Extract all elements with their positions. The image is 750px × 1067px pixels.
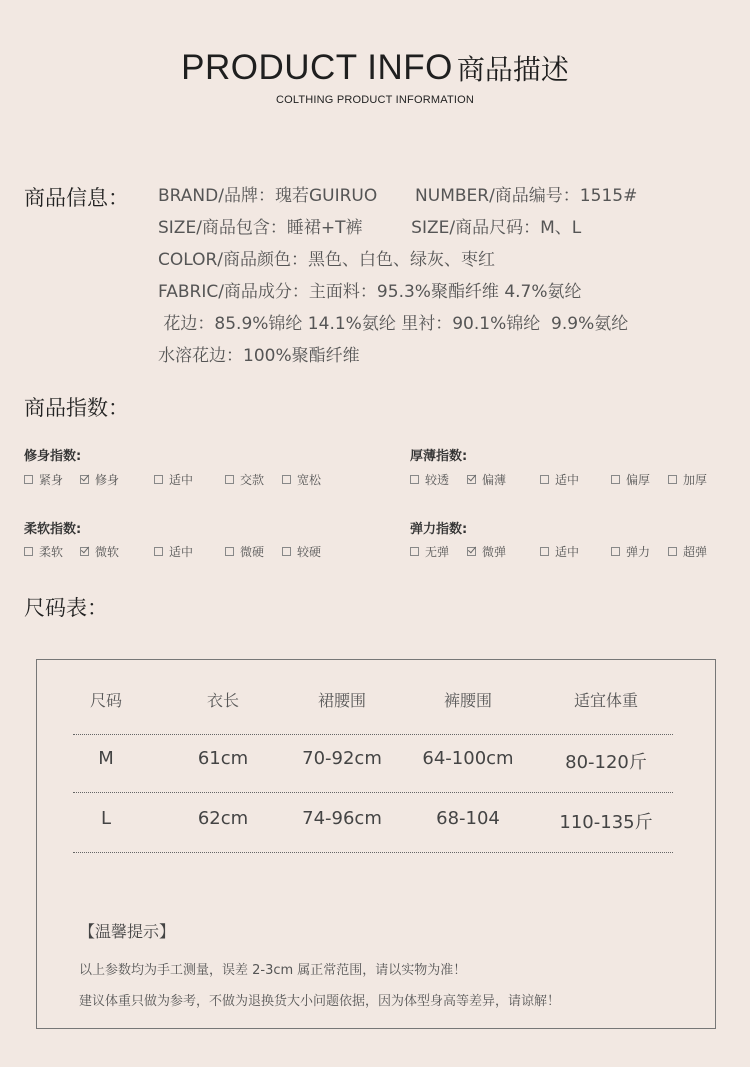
checkbox-icon — [410, 547, 419, 556]
divider — [73, 734, 673, 735]
info-line-lace: 花边：85.9%锦纶 14.1%氨纶 里衬：90.1%锦纶 9.9%氨纶 — [158, 314, 629, 334]
size-chart-panel — [36, 659, 716, 1029]
info-line-color: COLOR/商品颜色：黑色、白色、绿灰、枣红 — [158, 250, 496, 270]
tip-line: 建议体重只做为参考，不做为退换货大小问题依据，因为体型身高等差异，请谅解！ — [79, 994, 561, 1009]
fit-option-4[interactable]: 交款 — [225, 471, 264, 488]
divider — [73, 792, 673, 793]
thickness-option-1[interactable]: 较透 — [410, 471, 449, 488]
checkbox-icon — [24, 547, 33, 556]
softness-option-2[interactable]: 微软 — [80, 543, 119, 560]
softness-option-1[interactable]: 柔软 — [24, 543, 63, 560]
page-title — [0, 48, 750, 88]
fit-option-5[interactable]: 宽松 — [282, 471, 321, 488]
elasticity-option-3[interactable]: 适中 — [540, 543, 579, 560]
title-en: PRODUCT INFO — [181, 48, 453, 87]
table-row — [37, 808, 717, 838]
checkbox-icon — [611, 475, 620, 484]
cell-skirt-waist: 70-92cm — [302, 748, 382, 769]
checkbox-icon — [410, 475, 419, 484]
cell-length: 62cm — [197, 808, 249, 829]
info-line-size: SIZE/商品包含：睡裙+T裤 SIZE/商品尺码：M、L — [158, 218, 582, 238]
thickness-index-title: 厚薄指数: — [410, 449, 468, 464]
cell-skirt-waist: 74-96cm — [302, 808, 382, 829]
thickness-index — [410, 445, 708, 487]
header — [0, 48, 750, 106]
indices-section-label: 商品指数： — [24, 396, 129, 420]
tip-line: 以上参数均为手工测量，误差 2-3cm 属正常范围，请以实物为准！ — [79, 963, 467, 978]
elasticity-option-5[interactable]: 超弹 — [668, 543, 707, 560]
fit-option-2[interactable]: 修身 — [80, 471, 119, 488]
softness-option-4[interactable]: 微硬 — [225, 543, 264, 560]
thickness-option-5[interactable]: 加厚 — [668, 471, 707, 488]
fit-index — [24, 445, 322, 487]
checkbox-checked-icon — [467, 547, 476, 556]
fit-option-1[interactable]: 紧身 — [24, 471, 63, 488]
header-length: 衣长 — [206, 691, 240, 710]
elasticity-option-1[interactable]: 无弹 — [410, 543, 449, 560]
checkbox-icon — [24, 475, 33, 484]
info-line-fabric: FABRIC/商品成分：主面料：95.3%聚酯纤维 4.7%氨纶 — [158, 282, 582, 302]
elasticity-index — [410, 518, 708, 559]
checkbox-icon — [154, 547, 163, 556]
checkbox-icon — [282, 475, 291, 484]
header-skirt-waist: 裙腰围 — [317, 691, 367, 710]
softness-index — [24, 518, 322, 559]
size-chart-label: 尺码表： — [24, 596, 108, 620]
info-line-brand: BRAND/品牌：瑰若GUIRUO NUMBER/商品编号：1515# — [158, 186, 638, 206]
checkbox-icon — [225, 547, 234, 556]
tips-title: 【温馨提示】 — [79, 922, 176, 941]
thickness-option-2[interactable]: 偏薄 — [467, 471, 506, 488]
header-weight: 适宜体重 — [573, 691, 639, 710]
checkbox-icon — [540, 547, 549, 556]
elasticity-index-title: 弹力指数: — [410, 522, 468, 537]
cell-length: 61cm — [197, 748, 249, 769]
checkbox-checked-icon — [467, 475, 476, 484]
checkbox-icon — [611, 547, 620, 556]
cell-size: L — [100, 808, 112, 829]
cell-size: M — [98, 748, 114, 769]
checkbox-checked-icon — [80, 547, 89, 556]
checkbox-icon — [668, 547, 677, 556]
cell-weight: 80-120斤 — [565, 752, 647, 773]
cell-weight: 110-135斤 — [559, 812, 653, 833]
checkbox-icon — [225, 475, 234, 484]
info-line-soluble-lace: 水溶花边：100%聚酯纤维 — [158, 346, 360, 366]
softness-index-title: 柔软指数: — [24, 522, 82, 537]
checkbox-icon — [154, 475, 163, 484]
info-section-label: 商品信息： — [24, 186, 129, 210]
table-row — [37, 748, 717, 778]
header-size: 尺码 — [89, 691, 123, 710]
page-subtitle: COLTHING PRODUCT INFORMATION — [275, 94, 475, 106]
fit-index-title: 修身指数: — [24, 449, 82, 464]
checkbox-icon — [540, 475, 549, 484]
cell-pants-waist: 64-100cm — [422, 748, 514, 769]
info-lines — [158, 182, 637, 374]
cell-pants-waist: 68-104 — [436, 808, 500, 829]
size-table-header — [37, 688, 717, 718]
divider — [73, 852, 673, 853]
softness-option-5[interactable]: 较硬 — [282, 543, 321, 560]
thickness-option-3[interactable]: 适中 — [540, 471, 579, 488]
elasticity-option-4[interactable]: 弹力 — [611, 543, 650, 560]
checkbox-icon — [282, 547, 291, 556]
elasticity-option-2[interactable]: 微弹 — [467, 543, 506, 560]
checkbox-icon — [668, 475, 677, 484]
title-cn: 商品描述 — [456, 53, 569, 86]
header-pants-waist: 裤腰围 — [443, 691, 493, 710]
fit-option-3[interactable]: 适中 — [154, 471, 193, 488]
thickness-option-4[interactable]: 偏厚 — [611, 471, 650, 488]
checkbox-checked-icon — [80, 475, 89, 484]
softness-option-3[interactable]: 适中 — [154, 543, 193, 560]
